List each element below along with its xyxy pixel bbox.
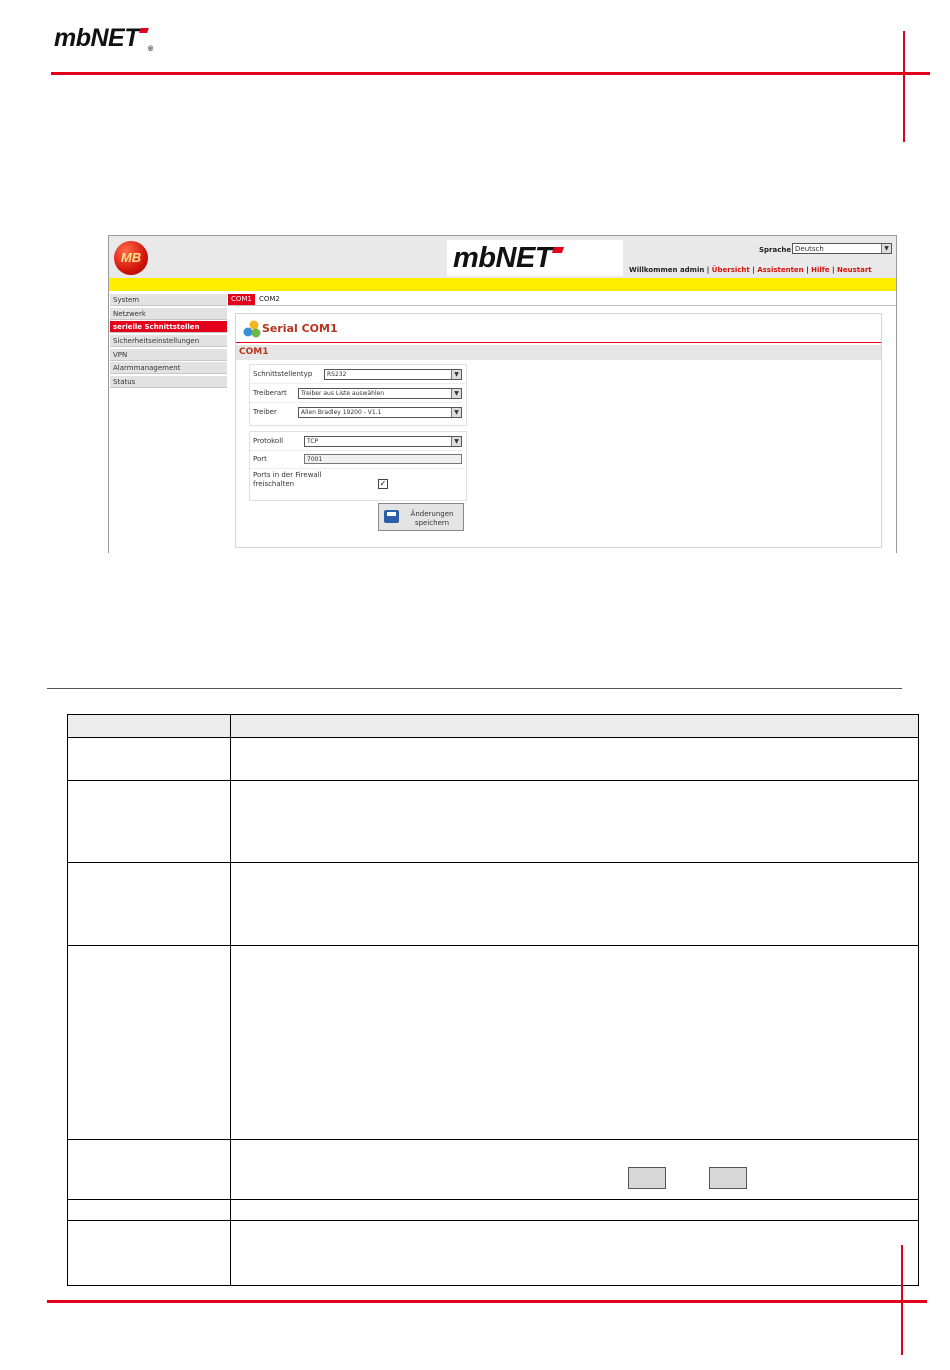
table-row [68,863,919,946]
form-row-port [250,450,466,469]
language-label: Sprache [759,246,792,254]
content-panel [235,313,882,548]
table-cell [231,781,919,863]
sidebar-item-serial[interactable]: serielle Schnittstellen [110,321,227,333]
header-rule [51,72,930,75]
chevron-down-icon: ▼ [881,244,891,253]
sidebar-item-security[interactable]: Sicherheitseinstellungen [110,335,227,347]
footer-rule [47,1300,927,1303]
table-row [68,1200,919,1221]
table-cell [231,1221,919,1286]
interface-type-value: RS232 [327,371,347,378]
table-row [68,781,919,863]
firewall-checkbox[interactable]: ✓ [379,479,387,488]
yellow-bar [109,278,896,291]
brand-logo: mbNET ® [54,24,153,53]
protocol-select[interactable] [304,436,462,447]
tab-com2[interactable]: COM2 [259,295,280,303]
logo-mark-icon [552,247,564,253]
form-row-interface-type [250,365,466,384]
ui-screenshot [108,235,897,553]
chevron-down-icon: ▼ [451,370,461,379]
save-changes-button[interactable] [378,503,464,531]
sidebar-item-system[interactable]: System [110,294,227,306]
table-cell [68,781,231,863]
table-header-row [68,715,919,738]
chevron-down-icon: ▼ [451,389,461,398]
table-row [68,1221,919,1286]
link-help[interactable]: Hilfe [811,266,830,274]
form-row-driver [250,403,466,421]
logo-mark-icon [139,28,149,33]
registered-mark: ® [148,46,153,53]
driver-type-value: Treiber aus Liste auswählen [301,390,385,397]
driver-value: Allen Bradley 19200 - V1.1 [301,409,382,416]
panel-title: Serial COM1 [262,322,338,335]
parameter-table [67,714,919,1286]
table-cell [68,863,231,946]
table-row [68,1140,919,1200]
table-cell [231,1140,919,1200]
network-form [249,431,467,501]
form-row-driver-type [250,384,466,403]
panel-title-rule [236,342,881,343]
mb-badge-icon: MB [114,241,148,275]
table-cell [68,1200,231,1221]
table-cell [68,1221,231,1286]
welcome-bar: Willkommen admin | Übersicht | Assistenten | Hilfe | Neustart [629,266,872,274]
sidebar-item-network[interactable]: Netzwerk [110,308,227,320]
table-cell [68,738,231,781]
link-restart[interactable]: Neustart [837,266,872,274]
protocol-value: TCP [307,438,319,445]
footer-margin-line [901,1245,903,1355]
inline-button-image [709,1167,747,1189]
table-cell [231,1200,919,1221]
table-header-cell [231,715,919,738]
table-row [68,738,919,781]
table-row [68,946,919,1140]
driver-select[interactable] [298,407,462,418]
table-cell [231,946,919,1140]
sidebar-item-vpn[interactable]: VPN [110,349,227,361]
protocol-label: Protokoll [253,437,284,445]
table-cell [68,946,231,1140]
driver-type-select[interactable] [298,388,462,399]
language-value: Deutsch [795,245,824,253]
interface-type-label: Schnittstellentyp [253,370,313,378]
tab-com1[interactable]: COM1 [228,294,255,305]
save-disk-icon [384,510,399,523]
firewall-label: Ports in der Firewall freischalten [253,471,322,488]
inline-button-image [628,1167,666,1189]
chevron-down-icon: ▼ [451,408,461,417]
section-title: COM1 [236,345,881,360]
table-cell [231,863,919,946]
link-overview[interactable]: Übersicht [711,266,750,274]
chevron-down-icon: ▼ [451,437,461,446]
sidebar-item-status[interactable]: Status [110,376,227,388]
driver-type-label: Treiberart [253,389,287,397]
port-label: Port [253,455,267,463]
table-cell [68,1140,231,1200]
port-input[interactable]: 7001 [304,454,462,464]
header-margin-line [903,31,905,142]
table-header-cell [68,715,231,738]
sidebar-item-alarm[interactable]: Alarmmanagement [110,362,227,374]
welcome-text: Willkommen admin | [629,266,710,274]
form-row-protocol [250,432,466,451]
driver-label: Treiber [253,408,277,416]
screenshot-logo: mbNET [453,242,563,275]
link-assistants[interactable]: Assistenten [757,266,804,274]
language-select[interactable] [792,243,892,254]
serial-ports-icon [242,319,262,339]
save-changes-label: Änderungen speichern [410,510,454,527]
interface-type-select[interactable] [324,369,462,380]
sidebar-nav [110,294,227,390]
driver-form [249,364,467,426]
tab-underline [228,305,896,306]
table-cell [231,738,919,781]
section-separator [47,688,902,689]
